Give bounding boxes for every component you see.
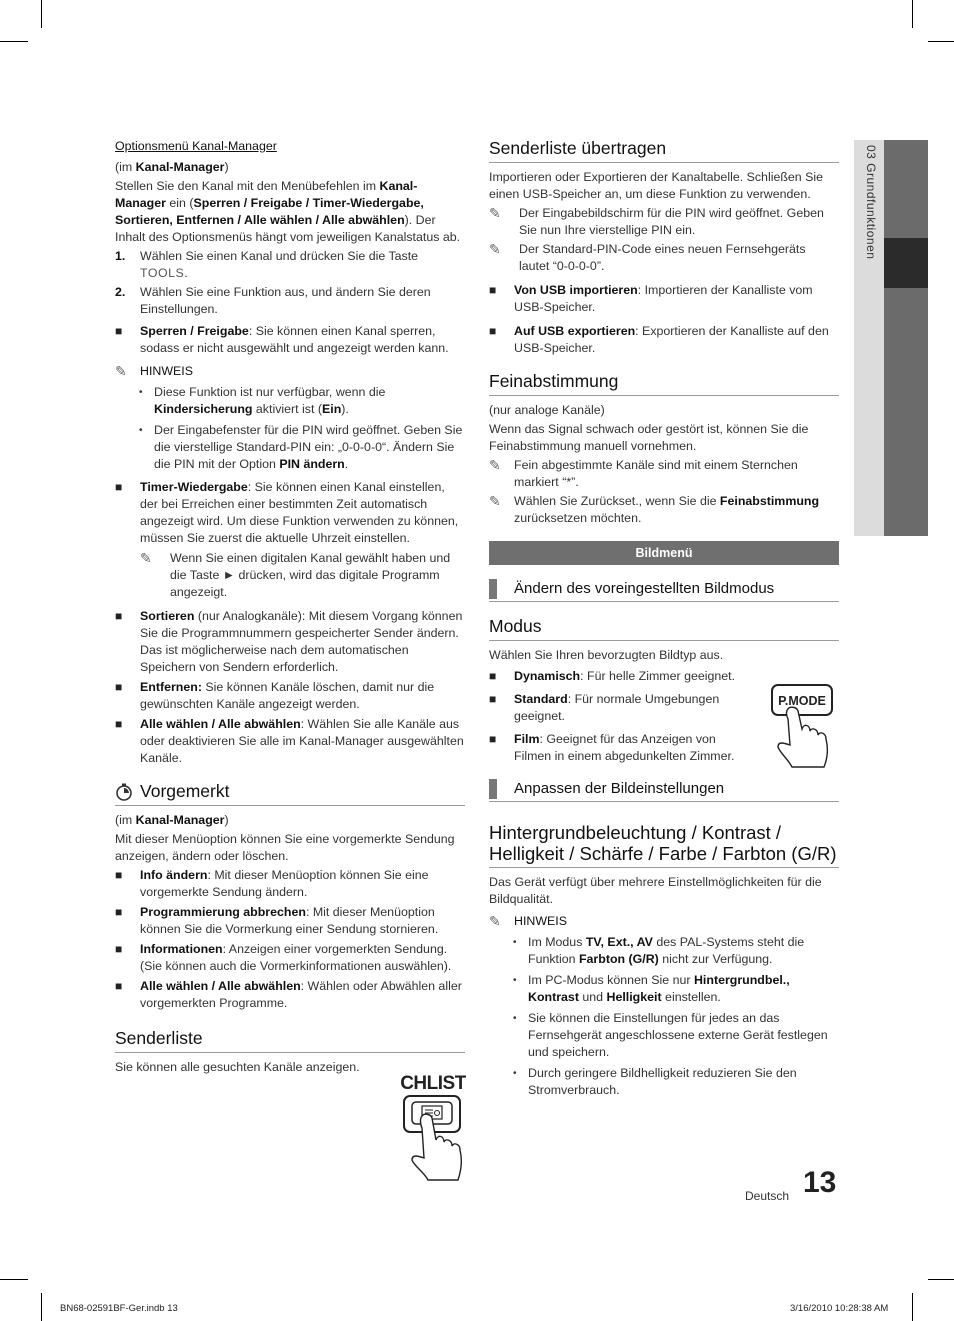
senderliste-text: Sie können alle gesuchten Kanäle anzeigen. bbox=[115, 1060, 360, 1074]
section-tick bbox=[489, 779, 497, 799]
hintergrund-bullet-2: • Im PC-Modus können Sie nur Hintergrundbel., Kontrast und Helligkeit einstellen. bbox=[513, 973, 790, 1004]
crop-mark bbox=[0, 41, 28, 42]
crop-mark bbox=[928, 41, 954, 42]
vorgemerkt-context: (im Kanal-Manager) bbox=[115, 813, 229, 827]
vorgemerkt-heading: Vorgemerkt bbox=[115, 781, 465, 806]
pencil-note-icon: ✎ bbox=[489, 913, 501, 929]
chapter-tab-marker bbox=[884, 238, 928, 288]
hinweis-heading-right: ✎ HINWEIS bbox=[489, 913, 568, 929]
footer-language: Deutsch bbox=[745, 1189, 790, 1203]
square-bullet-icon: ■ bbox=[115, 905, 123, 919]
print-imprint-date: 3/16/2010 10:28:38 AM bbox=[790, 1303, 889, 1314]
crop-mark bbox=[0, 1279, 28, 1280]
uebertragen-note-1: ✎ Der Eingabebildschirm für die PIN wird geöffnet. Geben Sie nun Ihre vierstellige PIN ein. bbox=[489, 205, 824, 237]
list-item-entfernen: ■ Entfernen: Sie können Kanäle löschen, damit nur die gewünschten Kanäle angezeigt werden. bbox=[115, 680, 435, 711]
square-bullet-icon: ■ bbox=[115, 942, 123, 956]
list-item-informationen: ■ Informationen: Anzeigen einer vorgemerkten Sendung. (Sie können auch die Vormerkinformationen auswählen). bbox=[115, 942, 452, 973]
uebertragen-intro: Importieren oder Exportieren der Kanaltabelle. Schließen Sie einen USB-Speicher an, um diese Funktion zu verwenden. bbox=[489, 170, 824, 201]
list-item-alle-waehlen: ■ Alle wählen / Alle abwählen: Wählen Sie alle Kanäle aus oder deaktivieren Sie alle im Kanal-Manager ausgewählten Kanäle. bbox=[115, 717, 464, 765]
list-item-alle-waehlen-2: ■ Alle wählen / Alle abwählen: Wählen oder Abwählen aller vorgemerkten Programme. bbox=[115, 979, 462, 1010]
step-2: 2. Wählen Sie eine Funktion aus, und ändern Sie deren Einstellungen. bbox=[115, 285, 431, 316]
bullet-icon: • bbox=[513, 975, 517, 986]
chlist-button-graphic bbox=[400, 1068, 466, 1184]
bildeinstellungen-subheading: Anpassen der Bildeinstellungen bbox=[489, 779, 839, 802]
crop-mark bbox=[41, 0, 42, 28]
bullet-icon: • bbox=[513, 1013, 517, 1024]
feinabstimmung-note-1: ✎ Fein abgestimmte Kanäle sind mit einem Sternchen markiert “*”. bbox=[489, 457, 798, 489]
square-bullet-icon: ■ bbox=[489, 692, 497, 706]
chlist-label: CHLIST bbox=[400, 1073, 466, 1094]
feinabstimmung-note-2: ✎ Wählen Sie Zurückset., wenn Sie die Feinabstimmung zurücksetzen möchten. bbox=[489, 493, 820, 525]
hintergrund-bullet-4: • Durch geringere Bildhelligkeit reduzieren Sie den Stromverbrauch. bbox=[513, 1066, 797, 1097]
pencil-note-icon: ✎ bbox=[489, 493, 501, 509]
square-bullet-icon: ■ bbox=[115, 717, 123, 731]
list-item-sortieren: ■ Sortieren (nur Analogkanäle): Mit diesem Vorgang können Sie die Programmnummern gespeicherter Sender ändern. Das ist möglicherweise nach dem automatischen Speichern von Sendern erforderlich. bbox=[115, 609, 463, 674]
square-bullet-icon: ■ bbox=[489, 669, 497, 683]
hinweis-heading: ✎ HINWEIS bbox=[115, 363, 194, 379]
timer-note: ✎ Wenn Sie einen digitalen Kanal gewählt haben und die Taste ► drücken, wird das digitale Programm angezeigt. bbox=[140, 550, 451, 599]
senderliste-uebertragen-heading: Senderliste übertragen bbox=[489, 138, 839, 163]
optionsmenu-title: Optionsmenü Kanal-Manager bbox=[115, 139, 277, 153]
feinabstimmung-heading: Feinabstimmung bbox=[489, 371, 839, 396]
crop-mark bbox=[912, 1293, 913, 1321]
list-item-info-aendern: ■ Info ändern: Mit dieser Menüoption können Sie eine vorgemerkte Sendung ändern. bbox=[115, 868, 429, 899]
feinabstimmung-sub: (nur analoge Kanäle) bbox=[489, 403, 605, 417]
list-item-film: ■ Film: Geeignet für das Anzeigen von Filmen in einem abgedunkelten Zimmer. bbox=[489, 732, 735, 763]
uebertragen-note-2: ✎ Der Standard-PIN-Code eines neuen Fernsehgeräts lautet “0-0-0-0”. bbox=[489, 241, 806, 273]
modus-intro: Wählen Sie Ihren bevorzugten Bildtyp aus. bbox=[489, 648, 724, 662]
bullet-icon: • bbox=[139, 425, 143, 436]
square-bullet-icon: ■ bbox=[115, 680, 123, 694]
list-item-usb-import: ■ Von USB importieren: Importieren der Kanalliste vom USB-Speicher. bbox=[489, 283, 813, 314]
timer-icon bbox=[115, 783, 133, 801]
bildmenu-section-bar: Bildmenü bbox=[489, 541, 839, 565]
section-tick bbox=[489, 579, 497, 599]
chapter-label: 03 Grundfunktionen bbox=[864, 145, 878, 260]
square-bullet-icon: ■ bbox=[115, 480, 123, 494]
hinweis-bullet-1: • Diese Funktion ist nur verfügbar, wenn die Kindersicherung aktiviert ist (Ein). bbox=[139, 385, 386, 416]
crop-mark bbox=[928, 1279, 954, 1280]
optionsmenu-intro: Stellen Sie den Kanal mit den Menübefehlen im Kanal-Manager ein (Sperren / Freigabe / Timer-Wiedergabe, Sortieren, Entfernen / Alle wählen / Alle abwählen). Der Inhalt des Optionsmenüs hängt vom jeweiligen Kanalstatus ab. bbox=[115, 179, 461, 244]
hintergrund-intro: Das Gerät verfügt über mehrere Einstellmöglichkeiten für die Bildqualität. bbox=[489, 875, 822, 906]
pencil-note-icon: ✎ bbox=[489, 205, 501, 221]
bullet-icon: • bbox=[513, 1068, 517, 1079]
page-number: 13 bbox=[803, 1166, 837, 1199]
crop-mark bbox=[41, 1293, 42, 1321]
pencil-note-icon: ✎ bbox=[140, 550, 152, 566]
vorgemerkt-intro: Mit dieser Menüoption können Sie eine vorgemerkte Sendung anzeigen, ändern oder löschen. bbox=[115, 832, 455, 863]
list-item-usb-export: ■ Auf USB exportieren: Exportieren der Kanalliste auf den USB-Speicher. bbox=[489, 324, 829, 355]
bullet-icon: • bbox=[139, 387, 143, 398]
square-bullet-icon: ■ bbox=[489, 283, 497, 297]
pencil-note-icon: ✎ bbox=[489, 241, 501, 257]
hinweis-bullet-2: • Der Eingabefenster für die PIN wird geöffnet. Geben Sie die vierstellige Standard-PIN ein: „0-0-0-0“. Ändern Sie die PIN mit der Option PIN ändern. bbox=[139, 423, 463, 471]
hintergrund-bullet-1: • Im Modus TV, Ext., AV des PAL-Systems steht die Funktion Farbton (G/R) nicht zur Verfügung. bbox=[513, 935, 805, 966]
pencil-note-icon: ✎ bbox=[115, 363, 127, 379]
square-bullet-icon: ■ bbox=[489, 324, 497, 338]
modus-heading: Modus bbox=[489, 616, 839, 641]
senderliste-heading: Senderliste bbox=[115, 1028, 465, 1053]
right-column bbox=[489, 138, 839, 1103]
square-bullet-icon: ■ bbox=[115, 868, 123, 882]
hintergrund-heading: Hintergrundbeleuchtung / Kontrast / Helligkeit / Schärfe / Farbe / Farbton (G/R) bbox=[489, 822, 839, 868]
optionsmenu-context: (im Kanal-Manager) bbox=[115, 160, 229, 174]
square-bullet-icon: ■ bbox=[115, 979, 123, 993]
bullet-icon: • bbox=[513, 937, 517, 948]
square-bullet-icon: ■ bbox=[115, 324, 123, 338]
square-bullet-icon: ■ bbox=[489, 732, 497, 746]
feinabstimmung-intro: Wenn das Signal schwach oder gestört ist, können Sie die Feinabstimmung manuell vornehmen. bbox=[489, 422, 809, 453]
list-item-programmierung: ■ Programmierung abbrechen: Mit dieser Menüoption können Sie die Vormerkung einer Sendung stornieren. bbox=[115, 905, 439, 936]
list-item-sperren: ■ Sperren / Freigabe: Sie können einen Kanal sperren, sodass er nicht ausgewählt und angezeigt werden kann. bbox=[115, 324, 449, 355]
chapter-tab-dark bbox=[884, 140, 928, 536]
bildmodus-subheading: Ändern des voreingestellten Bildmodus bbox=[489, 579, 839, 602]
step-1: 1. Wählen Sie einen Kanal und drücken Sie die Taste TOOLS. bbox=[115, 249, 419, 280]
pencil-note-icon: ✎ bbox=[489, 457, 501, 473]
print-imprint-file: BN68-02591BF-Ger.indb 13 bbox=[60, 1303, 178, 1314]
list-item-dynamisch: ■ Dynamisch: Für helle Zimmer geeignet. bbox=[489, 669, 736, 683]
left-column bbox=[115, 138, 465, 1078]
pmode-label: P.MODE bbox=[778, 694, 826, 708]
list-item-standard: ■ Standard: Für normale Umgebungen geeignet. bbox=[489, 692, 720, 723]
hintergrund-bullet-3: • Sie können die Einstellungen für jedes an das Fernsehgerät angeschlossene externe Gerät festlegen und speichern. bbox=[513, 1011, 828, 1059]
pmode-button-graphic bbox=[770, 683, 836, 771]
list-item-timer: ■ Timer-Wiedergabe: Sie können einen Kanal einstellen, der bei Erreichen einer bestimmten Zeit automatisch angezeigt wird. Um diese Funktion verwenden zu können, müssen Sie zuerst die aktuelle Uhrzeit einstellen. bbox=[115, 480, 459, 545]
square-bullet-icon: ■ bbox=[115, 609, 123, 623]
crop-mark bbox=[912, 0, 913, 28]
